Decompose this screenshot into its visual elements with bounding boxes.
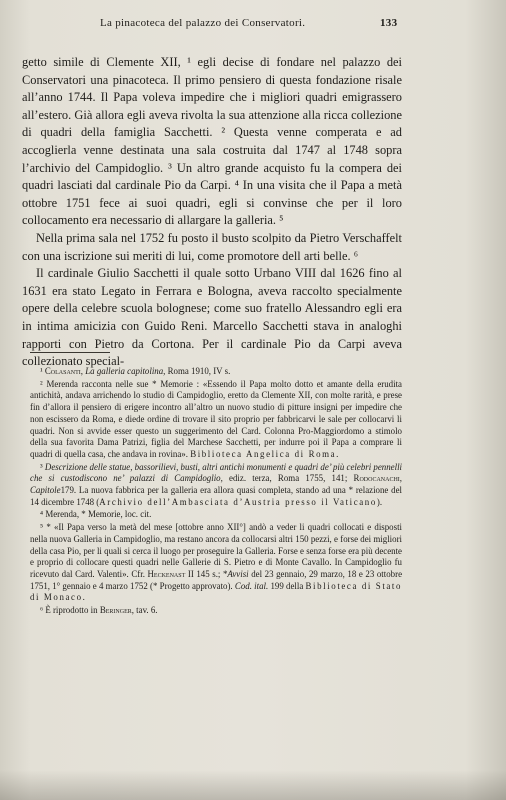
footnote-author: Rodocanachi,	[353, 473, 403, 484]
footnote-work: Capitole	[30, 485, 61, 496]
footnote-text: ).	[376, 496, 383, 507]
footnote-author: Colasanti,	[44, 366, 84, 376]
footnote-5	[30, 522, 402, 604]
footnote-6	[30, 605, 402, 617]
footnote-marker: ⁴	[40, 509, 44, 520]
footnote-text: ediz. terza, Roma 1755, 141;	[229, 473, 348, 484]
footnote-separator	[30, 352, 110, 353]
page-number: 133	[380, 17, 398, 29]
paragraph: Il cardinale Giulio Sacchetti il quale sotto Urbano VIII dal 1626 fino al 1631 era stato Legato in Ferrara e Bologna, aveva raccolto specialmente opere della celebre scuola bolognese; come suo fratello Alessandro egli era in intima amicizia con Guido Reni. Marcello Sacchetti stava in analoghi rapporti con Pietro da Cortona. Per il cardinale Pio da Carpi aveva collezionato special-	[22, 266, 402, 369]
footnote-marker: ²	[40, 378, 43, 389]
footnote-text: tav. 6.	[136, 605, 158, 616]
footnote-text: È riprodotto in	[45, 605, 98, 616]
footnote-text: 179. La nuova fabbrica per la galleria era allora quasi completa, stando ad una * relazione del 14 dicembre 1748 (	[30, 485, 402, 507]
footnote-title: La galleria capitolina,	[85, 366, 166, 376]
paragraph: getto simile di Clemente XII, ¹ egli decise di fondare nel palazzo dei Conservatori una pinacoteca. Il primo pensiero di questa fondazione risale all’anno 1744. Il Papa voleva impedire che i migliori quadri emigrassero all’estero. Già allora egli aveva rivolta la sua attenzione alla ricca collezione di quadri della famiglia Sacchetti. ² Questa venne comperata e ad accoglierla venne destinata una sala costruita dal 1747 al 1748 sopra l’archivio del Campidoglio. ³ Un altro grande acquisto fu la compera dei quadri lasciati dal cardinale Pio da Carpi. ⁴ In una visita che il Papa a metà ottobre 1751 fece ai suoi quadri, egli si convinse che per il loro collocamento era necessario di allargare la galleria. ⁵	[22, 55, 402, 228]
footnote-author: Heckenast	[147, 568, 186, 579]
footnote-author: Beringer,	[99, 605, 134, 616]
footnote-marker: ⁶	[40, 605, 44, 616]
main-text	[22, 54, 402, 371]
footnote-marker: ³	[40, 461, 43, 472]
footnote-3	[30, 462, 402, 509]
footnote-text: Merenda, * Memorie, loc. cit.	[45, 509, 152, 520]
paragraph: Nella prima sala nel 1752 fu posto il busto scolpito da Pietro Verschaffelt con una iscrizione sui meriti di lui, come promotore dell arti belle. ⁶	[22, 230, 402, 263]
footnotes	[30, 366, 402, 618]
footnote-text: Merenda racconta nelle sue * Memorie : «Essendo il Papa molto dotto et amante della erudita antichità, andava arrichendo lo studio di Campidoglio, eretto da Clemente XII, con molte rarità, e prese fin d’allora il pensiero di erigere incontro all’altro un nuovo studio di pitture insigni per impedire che non escissero da Roma, e diede ordine di trovare il sito proprio per fabbricarvi le sale per collocarvi li quadri. Non si avvide esser questo un suggerimento del Card. Colonna Pro-Maggiordomo a stimolo della sua favorita Dama Patrizi, figlia del Marchese Sacchetti, per indurre poi il Papa a comprare li quadri di quella casa, che andava in rovina».	[30, 378, 402, 459]
footnote-work: Avvisi	[227, 568, 249, 579]
footnote-1	[30, 366, 402, 378]
footnote-2	[30, 379, 402, 461]
footnote-work: Cod. ital.	[234, 580, 269, 591]
footnote-archive: Archivio dell’Ambasciata d’Austria presso il Vaticano	[99, 496, 377, 507]
footnote-text: II 145 s.; *	[187, 568, 228, 579]
footnote-text: Roma 1910, IV s.	[167, 366, 231, 376]
footnote-marker: ⁵	[40, 522, 44, 533]
footnote-text: 199 della	[270, 580, 304, 591]
footnote-library: Biblioteca di Stato di Monaco.	[30, 580, 403, 603]
footnote-marker: ¹	[40, 366, 43, 376]
page-shadow	[0, 770, 506, 800]
running-header	[0, 17, 506, 33]
footnote-library: Biblioteca Angelica di Roma.	[190, 448, 340, 459]
footnote-4	[30, 509, 402, 521]
footnote-text: del 23 gennaio, 29 marzo, 18 e 23 ottobre 1751, 1° gennaio e 4 marzo 1752 (* Progetto approvato).	[30, 568, 403, 591]
footnote-text: * «Il Papa verso la metà del mese [ottobre anno XII°] andò a veder li quadri collocati e disposti nella nuova Galleria in Campidoglio, ma restano ancora da collocarsi altri 150 pezzi, e forse dei migliori della casa Pio, per li quali si cerca il luogo per proseguire la Galleria. Forse e senza forse era più decente e proprio di collocare questi quadri nelle Gallerie di S. Pietro e di Monte Cavallo. In Campidoglio fu ricevuto dal Card. Valenti». Cfr.	[30, 522, 403, 579]
running-title: La pinacoteca del palazzo dei Conservatori.	[100, 17, 306, 29]
footnote-title: Descrizione delle statue, bassorilievi, busti, altri antichi monumenti e quadri de’ più celebri pennelli che si custodiscono ne’ palazzi di Campidoglio,	[30, 461, 402, 484]
